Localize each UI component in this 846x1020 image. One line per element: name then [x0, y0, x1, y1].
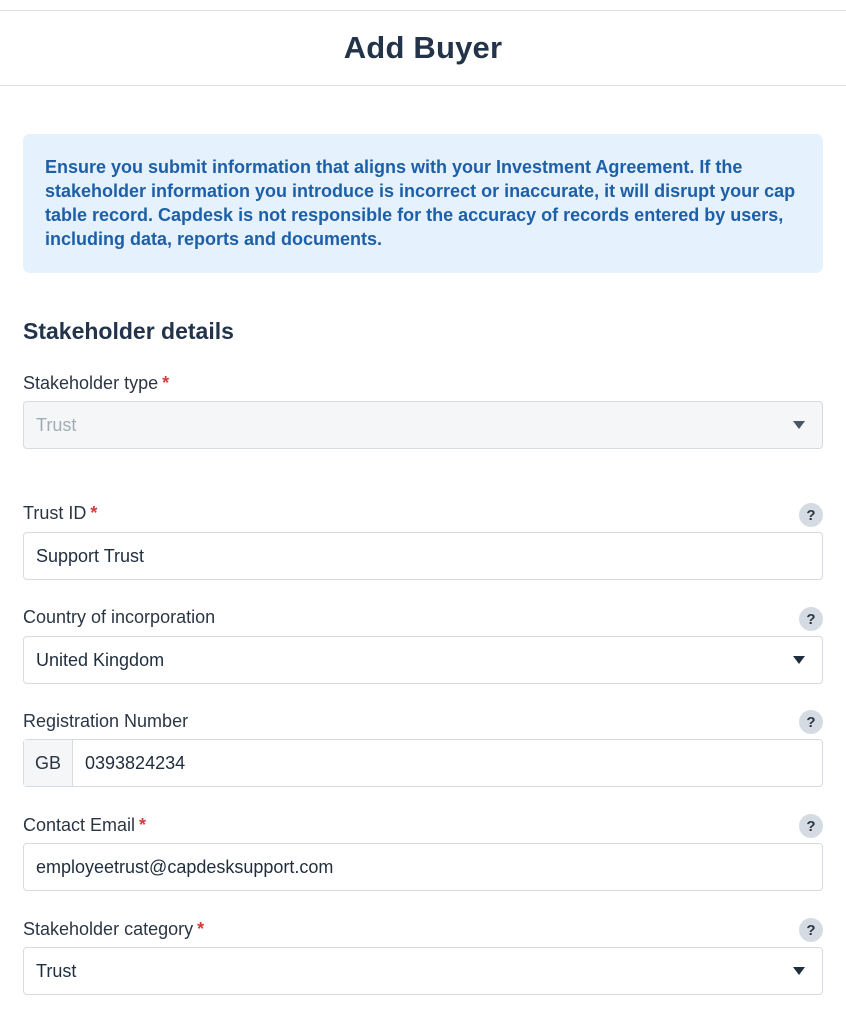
trust-id-label: [23, 503, 97, 524]
required-marker: *: [90, 503, 98, 523]
info-notice: Ensure you submit information that aligns with your Investment Agreement. If the stakeholder information you introduce is incorrect or inaccurate, it will disrupt your cap table record. Capdesk is not responsible for the accuracy of records entered by users, including data, reports and documents.: [23, 134, 823, 273]
registration-number-label: [23, 711, 188, 732]
question-circle-icon[interactable]: ?: [799, 918, 823, 942]
country-select[interactable]: [23, 636, 823, 684]
stakeholder-category-select[interactable]: [23, 947, 823, 995]
stakeholder-category-value: Trust: [36, 960, 77, 981]
required-marker: *: [197, 919, 205, 939]
trust-id-value: Support Trust: [36, 545, 145, 566]
registration-number-label-text: Registration Number: [23, 711, 189, 731]
stakeholder-type-value: Trust: [36, 414, 77, 435]
page-header: [0, 11, 846, 86]
question-circle-icon[interactable]: ?: [799, 607, 823, 631]
chevron-down-icon: [793, 421, 805, 429]
question-circle-icon[interactable]: ?: [799, 814, 823, 838]
registration-number-input[interactable]: [23, 739, 823, 787]
stakeholder-type-label-text: Stakeholder type: [23, 373, 159, 393]
question-circle-icon[interactable]: ?: [799, 503, 823, 527]
question-circle-icon[interactable]: ?: [799, 710, 823, 734]
contact-email-input[interactable]: [23, 843, 823, 891]
stakeholder-category-label-text: Stakeholder category: [23, 919, 194, 939]
section-title: Stakeholder details: [23, 318, 234, 344]
registration-number-value: 0393824234: [85, 752, 186, 773]
country-value: United Kingdom: [36, 649, 165, 670]
contact-email-value: employeetrust@capdesksupport.com: [36, 856, 334, 877]
required-marker: *: [139, 815, 147, 835]
required-marker: *: [162, 373, 170, 393]
trust-id-label-text: Trust ID: [23, 503, 87, 523]
country-label-text: Country of incorporation: [23, 607, 216, 627]
contact-email-label-text: Contact Email: [23, 815, 136, 835]
trust-id-input[interactable]: [23, 532, 823, 580]
contact-email-label: [23, 815, 146, 836]
chevron-down-icon: [793, 656, 805, 664]
stakeholder-type-select[interactable]: [23, 401, 823, 449]
stakeholder-category-label: [23, 919, 204, 940]
country-label: [23, 607, 215, 628]
page-title: Add Buyer: [343, 30, 503, 65]
country-prefix: GB: [24, 740, 73, 786]
chevron-down-icon: [793, 967, 805, 975]
stakeholder-type-label: [23, 373, 169, 394]
